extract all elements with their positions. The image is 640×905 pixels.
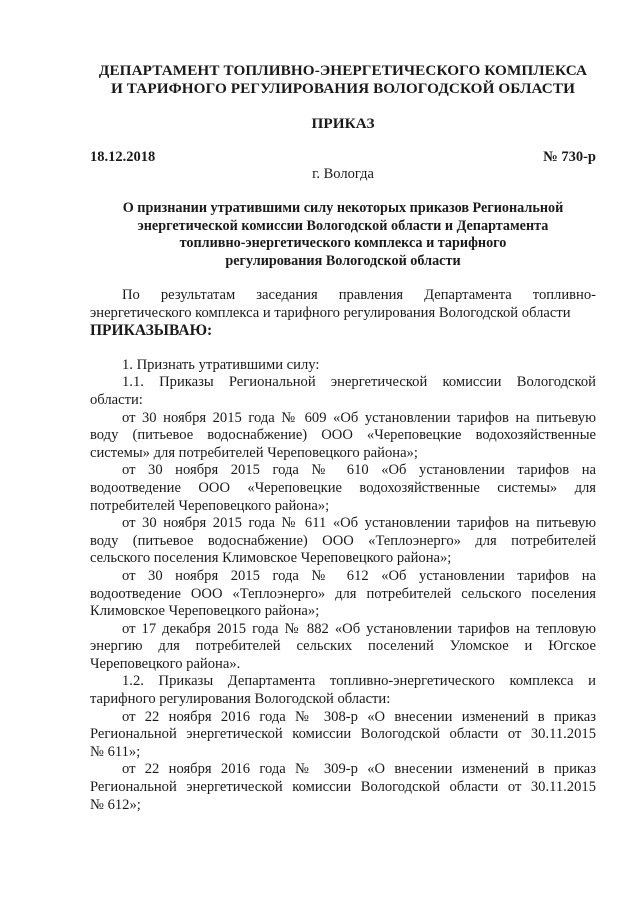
order-item: Региональной энергетической комиссии Вологодской области от 30.11.2015 xyxy=(90,726,596,743)
department-name-line-2: И ТАРИФНОГО РЕГУЛИРОВАНИЯ ВОЛОГОДСКОЙ ОБЛАСТИ xyxy=(110,80,576,97)
department-name-line-1: ДЕПАРТАМЕНТ ТОПЛИВНО-ЭНЕРГЕТИЧЕСКОГО КОМПЛЕКСА xyxy=(98,62,588,79)
order-item: воду (питьевое водоснабжение) ООО «Теплоэнерго» для потребителей xyxy=(90,532,596,549)
title-line: регулирования Вологодской области xyxy=(225,252,461,269)
clause-1-1: 1.1. Приказы Региональной энергетической комиссии Вологодской xyxy=(122,374,596,391)
order-item: № 611»; xyxy=(90,743,141,760)
order-item: водоотведение ООО «Теплоэнерго» для потребителей сельского поселения xyxy=(90,585,596,602)
order-item: от 22 ноября 2016 года № 309-р «О внесении изменений в приказ xyxy=(122,761,596,778)
document-body xyxy=(90,287,596,814)
order-item: системы» для потребителей Череповецкого района»; xyxy=(90,444,418,461)
document-type: ПРИКАЗ xyxy=(311,115,375,132)
spacer xyxy=(90,340,596,357)
order-item: потребителей Череповецкого района»; xyxy=(90,497,330,514)
order-item: Региональной энергетической комиссии Вологодской области от 30.11.2015 xyxy=(90,779,596,796)
clause-1-2: тарифного регулирования Вологодской области: xyxy=(90,691,391,708)
order-item: энергию для потребителей сельских поселений Уломское и Югское xyxy=(90,638,596,655)
order-item: от 17 декабря 2015 года № 882 «Об установлении тарифов на тепловую xyxy=(122,620,596,637)
title-line: топливно-энергетического комплекса и тарифного xyxy=(179,235,507,251)
clause-1-2: 1.2. Приказы Департамента топливно-энергетического комплекса и xyxy=(122,673,596,690)
order-item: воду (питьевое водоснабжение) ООО «Череповецкие водохозяйственные xyxy=(90,427,596,444)
clause-1: 1. Признать утратившими силу: xyxy=(122,356,320,373)
order-item: Череповецкого района». xyxy=(90,655,241,672)
order-item: от 30 ноября 2015 года № 612 «Об установлении тарифов на xyxy=(122,567,596,584)
city: г. Вологда xyxy=(312,166,374,182)
order-item: № 612»; xyxy=(90,796,141,813)
order-item: от 30 ноября 2015 года № 611 «Об установлении тарифов на питьевую xyxy=(122,515,596,532)
order-item: от 22 ноября 2016 года № 308-р «О внесении изменений в приказ xyxy=(122,708,596,725)
order-item: от 30 ноября 2015 года № 610 «Об установлении тарифов на xyxy=(122,462,596,479)
title-line: энергетической комиссии Вологодской области и Департамента xyxy=(137,217,549,234)
order-item: от 30 ноября 2015 года № 609 «Об установлении тарифов на питьевую xyxy=(122,409,596,426)
preamble-line: энергетического комплекса и тарифного регулирования Вологодской области xyxy=(90,304,571,321)
order-word: ПРИКАЗЫВАЮ: xyxy=(90,322,213,340)
order-item: водоотведение ООО «Череповецкие водохозяйственные системы» для xyxy=(90,479,596,496)
preamble-line: По результатам заседания правления Департамента топливно- xyxy=(122,287,596,303)
clause-1-1: области: xyxy=(90,391,143,408)
document-date: 18.12.2018 xyxy=(90,149,156,165)
order-item: сельского поселения Климовское Череповецкого района»; xyxy=(90,550,452,567)
title-line: О признании утратившими силу некоторых приказов Региональной xyxy=(122,200,564,216)
document-title xyxy=(90,200,596,270)
document-number: № 730-р xyxy=(543,149,596,165)
order-item: Климовское Череповецкого района»; xyxy=(90,603,320,620)
